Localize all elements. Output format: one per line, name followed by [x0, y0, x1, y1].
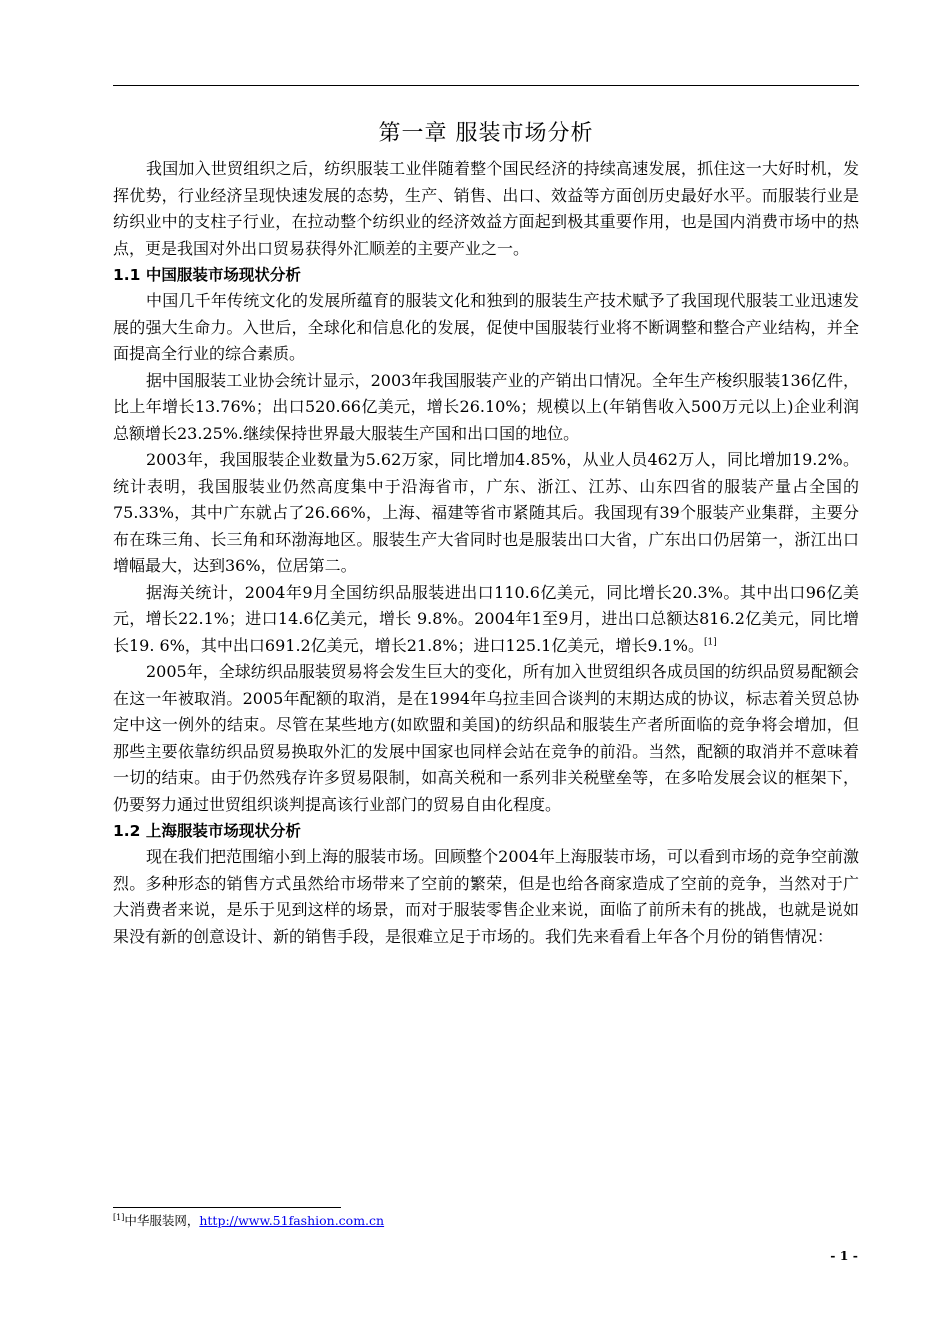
- section-1-1-paragraph-1: 中国几千年传统文化的发展所蕴育的服装文化和独到的服装生产技术赋予了我国现代服装工业迅速发展的强大生命力。入世后，全球化和信息化的发展，促使中国服装行业将不断调整和整合产业结构，并全面提高全行业的综合素质。: [113, 291, 859, 363]
- chapter-intro-paragraph: 我国加入世贸组织之后，纺织服装工业伴随着整个国民经济的持续高速发展，抓住这一大好时机，发挥优势，行业经济呈现快速发展的态势，生产、销售、出口、效益等方面创历史最好水平。而服装行业是纺织业中的支柱子行业，在拉动整个纺织业的经济效益方面起到极其重要作用，也是国内消费市场中的热点，更是我国对外出口贸易获得外汇顺差的主要产业之一。: [113, 159, 859, 258]
- section-1-1-paragraph-4: [113, 580, 859, 660]
- footnote-text: 中华服装网，: [124, 1213, 200, 1228]
- header-rule: [113, 85, 859, 86]
- footnote-separator: [113, 1207, 341, 1208]
- section-1-1-heading: 1.1 中国服装市场现状分析: [113, 266, 301, 284]
- footnote-reference-mark[interactable]: [1]: [704, 637, 717, 648]
- chapter-title: 第一章 服装市场分析: [378, 121, 594, 146]
- section-1-1-paragraph-4-text: 据海关统计，2004年9月全国纺织品服装进出口110.6亿美元，同比增长20.3%。其中出口96亿美元，增长22.1%；进口14.6亿美元，增长 9.8%。2004年1至9月，进出口总额达816.2亿美元，同比增长19. 6%，其中出口691.2亿美元，增长21.8%；进口125.1亿美元，增长9.1%。: [113, 582, 859, 655]
- section-1-2-heading: 1.2 上海服装市场现状分析: [113, 822, 301, 840]
- section-1-1-paragraph-3: 2003年，我国服装企业数量为5.62万家，同比增加4.85%，从业人员462万人，同比增加19.2%。统计表明，我国服装业仍然高度集中于沿海省市，广东、浙江、江苏、山东四省的服装产量占全国的75.33%，其中广东就占了26.66%，上海、福建等省市紧随其后。我国现有39个服装产业集群，主要分布在珠三角、长三角和环渤海地区。服装生产大省同时也是服装出口大省，广东出口仍居第一，浙江出口增幅最大，达到36%，位居第二。: [113, 450, 859, 575]
- footnote: [113, 1212, 384, 1230]
- section-1-2-paragraph-1: 现在我们把范围缩小到上海的服装市场。回顾整个2004年上海服装市场，可以看到市场的竞争空前激烈。多种形态的销售方式虽然给市场带来了空前的繁荣，但是也给各商家造成了空前的竞争，当然对于广大消费者来说，是乐于见到这样的场景，而对于服装零售企业来说，面临了前所未有的挑战，也就是说如果没有新的创意设计、新的销售手段，是很难立足于市场的。我们先来看看上年各个月份的销售情况：: [113, 847, 859, 946]
- footnote-mark: [1]: [113, 1212, 125, 1222]
- page-number: - 1 -: [830, 1248, 858, 1263]
- footnote-link[interactable]: http://www.51fashion.com.cn: [199, 1213, 385, 1228]
- section-1-1-paragraph-5: 2005年，全球纺织品服装贸易将会发生巨大的变化，所有加入世贸组织各成员国的纺织品贸易配额会在这一年被取消。2005年配额的取消，是在1994年乌拉圭回合谈判的末期达成的协议，标志着关贸总协定中这一例外的结束。尽管在某些地方(如欧盟和美国)的纺织品和服装生产者所面临的竞争将会增加，但那些主要依靠纺织品贸易换取外汇的发展中国家也同样会站在竞争的前沿。当然，配额的取消并不意味着一切的结束。由于仍然残存许多贸易限制，如高关税和一系列非关税壁垒等，在多哈发展会议的框架下，仍要努力通过世贸组织谈判提高该行业部门的贸易自由化程度。: [113, 662, 859, 814]
- section-1-1-paragraph-2: 据中国服装工业协会统计显示，2003年我国服装产业的产销出口情况。全年生产梭织服装136亿件，比上年增长13.76%；出口520.66亿美元，增长26.10%；规模以上(年销售收入500万元以上)企业利润总额增长23.25%.继续保持世界最大服装生产国和出口国的地位。: [113, 370, 859, 443]
- page-content: [113, 112, 859, 950]
